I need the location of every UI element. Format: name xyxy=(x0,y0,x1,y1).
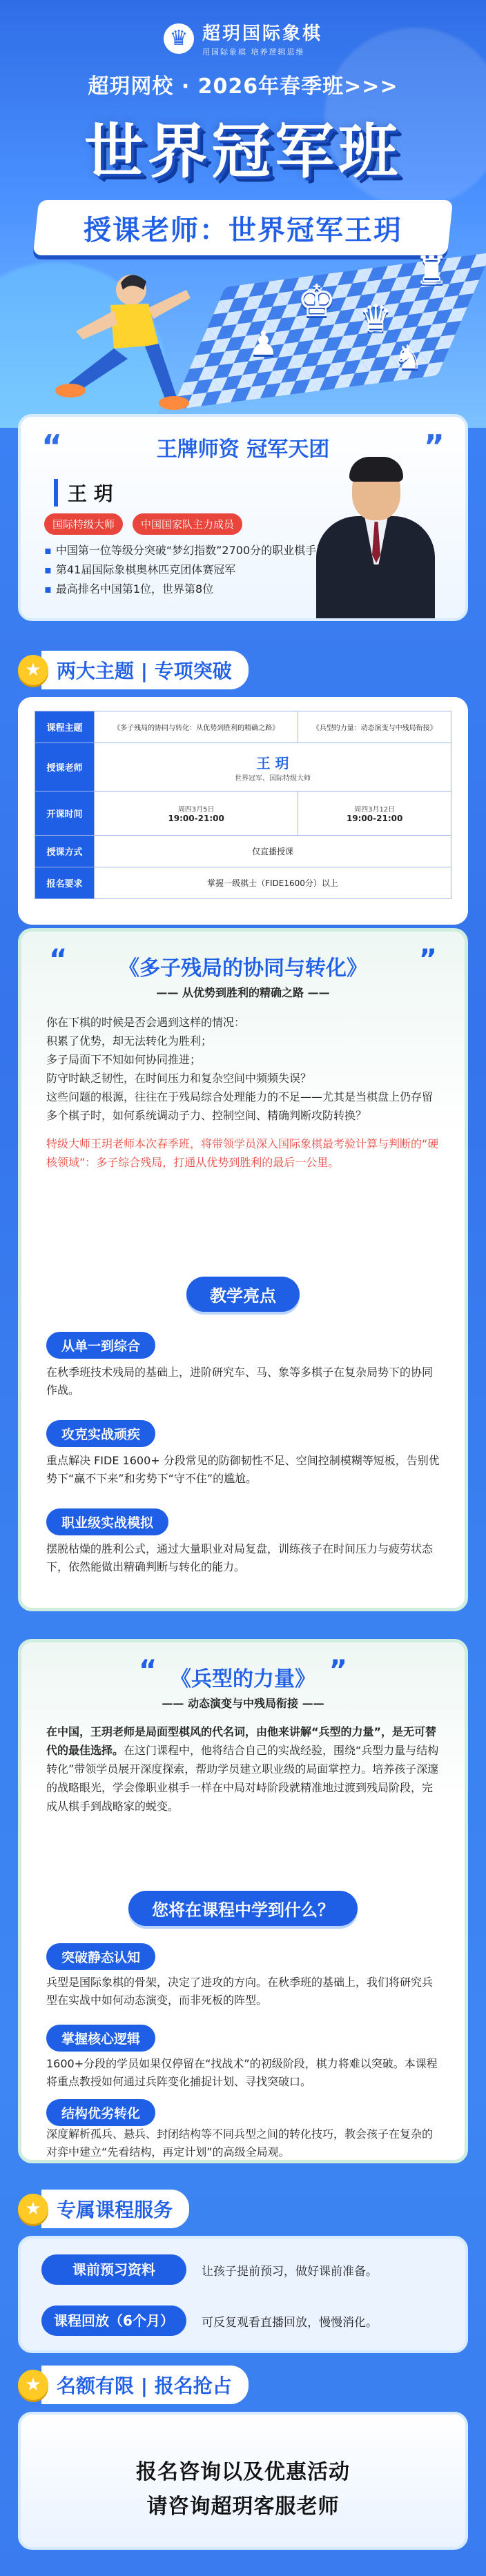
star-icon: ★ xyxy=(18,2194,48,2224)
teacher-achievements xyxy=(44,541,320,599)
queen-piece-icon: ♛ xyxy=(359,297,393,340)
quote-open-icon: “ xyxy=(139,1655,157,1687)
teacher-banner-text: 授课老师：世界冠军王玥 xyxy=(84,214,402,246)
table-cell: 仅直播授课 xyxy=(95,836,451,867)
knight-piece-icon: ♞ xyxy=(393,338,424,377)
teacher-card xyxy=(18,414,468,621)
course-intro xyxy=(46,1722,440,1816)
king-piece-icon: ♚ xyxy=(297,276,337,327)
highlight-paragraph: 特级大师王玥老师本次春季班，将带领学员深入国际象棋最考验计算与判断的“硬核领域”：多子综合残局，打通从优势到胜利的最后一公里。 xyxy=(46,1137,439,1169)
question-line: 防守时缺乏韧性，在时间压力和复杂空间中频频失误？ xyxy=(46,1072,312,1085)
time-text: 19:00-21:00 xyxy=(168,814,224,823)
teacher-tag: 国际特级大师 xyxy=(44,513,123,535)
learn-title: 您将在课程中学到什么？ xyxy=(128,1891,358,1926)
brand xyxy=(0,19,486,57)
section-header-services xyxy=(18,2191,189,2227)
course-subtitle: —— 从优势到胜利的精确之路 —— xyxy=(156,986,330,999)
teacher-name: 王 玥 xyxy=(54,479,113,507)
service-item xyxy=(41,2305,445,2337)
pawn-piece-icon: ♟ xyxy=(249,324,279,363)
signup-line-2: 请咨询超玥客服老师 xyxy=(146,2495,340,2519)
table-cell xyxy=(95,792,298,836)
table-row xyxy=(35,711,451,743)
brand-slogan: 用国际象棋 培养逻辑思维 xyxy=(202,48,305,57)
intro-line: 你在下棋的时候是否会遇到这样的情况： xyxy=(46,1016,246,1029)
section-title: 两大主题 | 专项突破 xyxy=(41,651,249,689)
table-cell: 《多子残局的协同与转化：从优势到胜利的精确之路》 xyxy=(95,711,298,743)
schedule-table xyxy=(35,711,451,899)
point-label: 从单一到综合 xyxy=(46,1332,155,1359)
table-row xyxy=(35,867,451,899)
course-card-1 xyxy=(18,928,468,1611)
teaching-points-header xyxy=(21,1277,465,1312)
service-item xyxy=(41,2254,445,2285)
teacher-banner xyxy=(33,200,453,255)
intro-bold: 在中国，王玥老师是局面型棋风的代名词，由他来讲解“兵型的力量”，是无可替代的最佳选择。 xyxy=(46,1725,437,1757)
quote-open-icon: “ xyxy=(41,428,63,465)
achievement-item: ▪ 最高排名中国第1位，世界第8位 xyxy=(44,580,320,599)
section-title: 名额有限 | 报名抢占 xyxy=(41,2366,249,2404)
teacher-desc: 世界冠军、国际特级大师 xyxy=(235,774,311,783)
point-text: 在秋季班技术残局的基础上，进阶研究车、马、象等多棋子在复杂局势下的协同作战。 xyxy=(46,1366,434,1397)
point-label: 结构优劣转化 xyxy=(46,2099,155,2126)
service-text: 可反复观看直播回放，慢慢消化。 xyxy=(202,2315,378,2330)
star-icon: ★ xyxy=(18,2370,48,2400)
learn-header xyxy=(21,1891,465,1926)
main-title: 世界冠军班 xyxy=(84,117,402,186)
section-title: 专属课程服务 xyxy=(41,2190,189,2228)
teacher-tag: 中国国家队主力成员 xyxy=(133,513,242,535)
point-text: 深度解析孤兵、悬兵、封闭结构等不同兵型之间的转化技巧，教会孩子在复杂的对弈中建立“先看结构，再定计划”的高级全局观。 xyxy=(46,2127,434,2159)
date-text: 周四3月12日 xyxy=(354,806,396,814)
point-label: 职业级实战模拟 xyxy=(46,1508,168,1535)
intro-rest: 在这门课程中，他将结合自己的实战经验，围绕“兵型力量与结构转化”带领学员展开深度探索，帮助学员建立职业级的局面掌控力。培养孩子深邃的战略眼光，学会像职业棋手一样在中局对峙阶段就精准地过渡到残局阶段，完成从棋手到战略家的蜕变。 xyxy=(46,1744,439,1813)
brand-name: 超玥国际象棋 xyxy=(202,23,322,44)
row-label: 课程主题 xyxy=(35,711,95,743)
point-text: 重点解决 FIDE 1600+ 分段常见的防御韧性不足、空间控制模糊等短板，告别优势下“赢不下来”和劣势下“守不住”的尴尬。 xyxy=(46,1454,440,1485)
point-text: 摆脱枯燥的胜利公式，通过大量职业对局复盘，训练孩子在时间压力与疲劳状态下，依然能做出精确判断与转化的能力。 xyxy=(46,1542,434,1573)
course-title: 《兵型的力量》 xyxy=(171,1667,315,1691)
course-card-2 xyxy=(18,1639,468,2163)
date-text: 周四3月5日 xyxy=(177,806,215,814)
runner-illustration xyxy=(28,262,200,414)
rook-piece-icon: ♜ xyxy=(414,248,449,293)
quote-close-icon: ” xyxy=(418,944,437,976)
intro-paragraph: 这些问题的根源，往往在于残局综合处理能力的不足——尤其是当棋盘上仍存留多个棋子时，如何系统调动子力、控制空间、精确判断攻防转换？ xyxy=(46,1090,434,1122)
service-label: 课前预习资料 xyxy=(41,2254,186,2285)
teacher-portrait xyxy=(307,453,445,618)
quote-close-icon: ” xyxy=(329,1655,347,1687)
achievement-item: ▪ 第41届国际象棋奥林匹克团体赛冠军 xyxy=(44,560,320,580)
row-label: 授课方式 xyxy=(35,836,95,867)
row-label: 报名要求 xyxy=(35,867,95,899)
course-title: 《多子残局的协同与转化》 xyxy=(119,956,367,981)
question-line: 积累了优势，却无法转化为胜利； xyxy=(46,1034,213,1048)
teaching-points-title: 教学亮点 xyxy=(186,1277,300,1312)
row-label: 开课时间 xyxy=(35,792,95,836)
time-text: 19:00-21:00 xyxy=(346,814,403,823)
point-text: 1600+分段的学员如果仅停留在“找战术”的初级阶段，棋力将难以突破。本课程将重点教授如何通过兵阵变化捕捉计划、寻找突破口。 xyxy=(46,2057,438,2088)
quote-open-icon: “ xyxy=(49,944,68,976)
course-subtitle: —— 动态演变与中残局衔接 —— xyxy=(162,1697,324,1710)
question-line: 多子局面下不知如何协同推进； xyxy=(46,1053,202,1066)
section-header-signup xyxy=(18,2367,249,2403)
service-text: 让孩子提前预习，做好课前准备。 xyxy=(202,2264,378,2279)
signup-card xyxy=(18,2412,468,2550)
section-header-topics xyxy=(18,652,249,688)
teacher-card-heading: 王牌师资 冠军天团 xyxy=(156,437,330,462)
table-cell xyxy=(298,792,451,836)
star-icon: ★ xyxy=(18,655,48,685)
hero-banner xyxy=(0,0,486,428)
signup-line-1: 报名咨询以及优惠活动 xyxy=(136,2460,350,2484)
service-label: 课程回放（6个月） xyxy=(41,2305,186,2336)
point-text: 兵型是国际象棋的骨架，决定了进攻的方向。在秋季班的基础上，我们将研究兵型在实战中如何动态演变，而非死板的阵型。 xyxy=(46,1976,434,2007)
table-row xyxy=(35,743,451,792)
point-label: 掌握核心逻辑 xyxy=(46,2025,155,2052)
teacher-name-cell: 王 玥 xyxy=(256,754,289,771)
point-label: 攻克实战顽疾 xyxy=(46,1420,155,1447)
services-card xyxy=(18,2236,468,2353)
course-intro xyxy=(46,1013,440,1172)
table-cell: 掌握一级棋士（FIDE1600分）以上 xyxy=(95,867,451,899)
achievement-item: ▪ 中国第一位等级分突破“梦幻指数”2700分的职业棋手 xyxy=(44,541,320,560)
quote-close-icon: ” xyxy=(423,428,445,465)
row-label: 授课老师 xyxy=(35,743,95,792)
table-cell: 《兵型的力量：动态演变与中残局衔接》 xyxy=(298,711,451,743)
point-label: 突破静态认知 xyxy=(46,1943,155,1970)
season-title: 超玥网校 · 2026年春季班>>> xyxy=(88,75,398,99)
table-row xyxy=(35,836,451,867)
schedule-table-card xyxy=(18,697,468,925)
table-row xyxy=(35,792,451,836)
chess-logo-icon: ♛ xyxy=(164,23,194,54)
table-cell xyxy=(95,743,451,792)
